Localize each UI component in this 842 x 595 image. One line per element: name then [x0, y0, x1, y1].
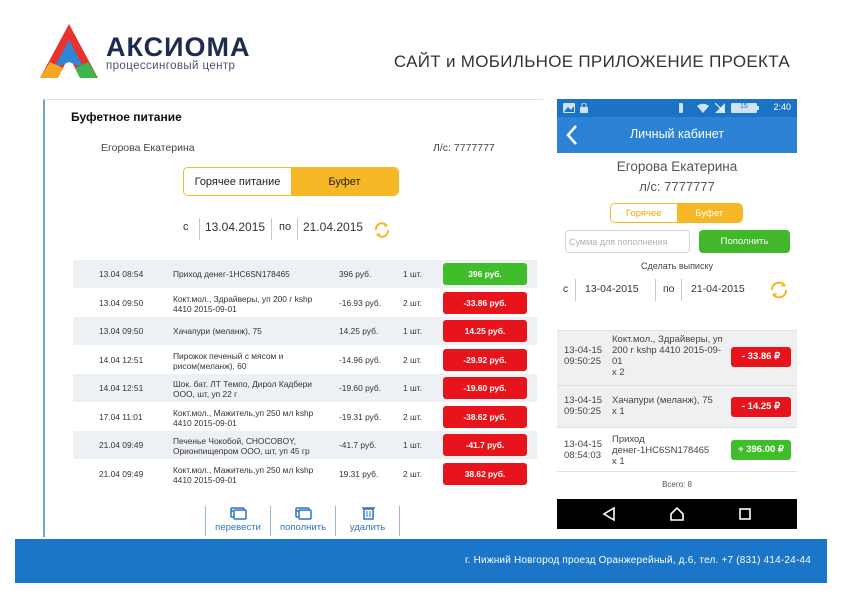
status-bar [557, 99, 797, 117]
home-icon[interactable] [669, 506, 685, 522]
item-amount-badge: - 14.25 ₽ [731, 397, 791, 417]
table-row[interactable] [73, 403, 537, 432]
row-price: -19.60 руб. [339, 383, 382, 393]
table-row[interactable] [73, 289, 537, 318]
make-statement-link[interactable]: Сделать выписку [640, 261, 714, 271]
row-price: -16.93 руб. [339, 297, 382, 308]
table-row[interactable] [73, 460, 537, 489]
table-actions [205, 506, 400, 536]
trash-icon [360, 506, 377, 520]
transfer-button[interactable] [205, 506, 270, 536]
date-from-label: с [563, 283, 569, 295]
date-to-input[interactable]: 21.04.2015 [303, 220, 364, 234]
item-datetime [564, 439, 602, 461]
back-icon[interactable] [601, 506, 617, 522]
vibrate-icon [677, 103, 685, 113]
row-quantity: 1 шт. [403, 269, 422, 279]
topup-icon [295, 506, 312, 520]
web-cabinet-panel [43, 99, 543, 537]
row-amount-badge: 396 руб. [443, 263, 527, 285]
row-price: -14.96 руб. [339, 354, 382, 365]
section-title: Буфетное питание [71, 110, 182, 124]
row-amount-badge: -38.62 руб. [443, 406, 527, 428]
item-amount-badge: + 396.00 ₽ [731, 440, 791, 460]
app-bar [557, 117, 797, 153]
transactions-table [73, 260, 537, 488]
meal-type-toggle [610, 203, 743, 223]
row-quantity: 2 шт. [403, 297, 422, 308]
item-time: 09:50:25 [564, 356, 601, 367]
item-date: 13-04-15 [564, 395, 603, 406]
date-from-input[interactable]: 13-04-2015 [585, 283, 639, 295]
row-description: Кокт.мол., Мажитель,уп 250 мл kshp 4410 2015-09-01 [173, 407, 314, 428]
row-description: Пирожок печеный с мясом и рисом(меланж), 60 [173, 350, 284, 371]
transfer-label: перевести [215, 522, 261, 533]
no-signal-icon [715, 103, 725, 113]
list-item[interactable] [557, 331, 797, 386]
table-row[interactable] [73, 260, 537, 289]
date-range [561, 279, 793, 301]
account-number: Л/с: 7777777 [433, 142, 495, 154]
lock-notification-icon [579, 103, 589, 113]
topup-button[interactable]: Пополнить [699, 230, 790, 253]
row-price: -19.31 руб. [339, 411, 382, 422]
transfer-icon [230, 506, 247, 520]
row-amount-badge: -29.92 руб. [443, 349, 527, 371]
item-quantity: x 2 [612, 367, 625, 378]
item-datetime [564, 345, 602, 367]
brand-subtitle: процессинговый центр [106, 60, 236, 72]
tab-hot-meals[interactable]: Горячее питание [184, 168, 291, 195]
topup-amount-input[interactable]: Сумма для пополнения [565, 230, 690, 253]
row-date: 21.04 09:49 [99, 440, 144, 450]
divider [681, 279, 682, 301]
item-time: 09:50:25 [564, 406, 601, 417]
divider [575, 279, 576, 301]
table-row[interactable] [73, 374, 537, 403]
row-quantity: 1 шт. [403, 326, 422, 336]
topup-label: пополнить [279, 522, 327, 533]
date-from-label: с [183, 221, 189, 233]
row-date: 13.04 08:54 [99, 269, 144, 279]
android-nav-bar [557, 499, 797, 529]
wifi-icon [697, 103, 709, 113]
item-details [612, 395, 724, 417]
topup-button[interactable] [270, 506, 335, 536]
app-bar-title: Личный кабинет [629, 127, 725, 141]
row-description: Кокт.мол., Мажитель,уп 250 мл kshp 4410 2015-09-01 [173, 464, 314, 485]
row-description: Приход денег-1НС6SN178465 [173, 269, 290, 279]
row-quantity: 1 шт. [403, 440, 422, 450]
item-date: 13-04-15 [564, 439, 603, 450]
item-details [612, 334, 724, 378]
divider [271, 218, 272, 240]
item-description: Кокт.мол., Здрайверы, уп 200 г kshp 4410 2015-09-01 [612, 334, 723, 367]
item-time: 08:54:03 [564, 450, 601, 461]
meal-type-toggle [183, 167, 399, 196]
row-date: 17.04 11:01 [99, 411, 143, 422]
row-quantity: 2 шт. [403, 354, 422, 365]
row-description: Хачапури (меланж), 75 [173, 326, 262, 336]
row-price: 396 руб. [339, 269, 372, 279]
axioma-logo-mark-icon [38, 22, 100, 80]
tab-hot[interactable]: Горячее [611, 204, 677, 222]
date-to-input[interactable]: 21-04-2015 [691, 283, 745, 295]
table-row[interactable] [73, 317, 537, 346]
transactions-list [557, 311, 797, 472]
row-description: Шок. бат. ЛТ Темпо, Дирол Кадбери ООО, шт, уп 22 г [173, 379, 312, 399]
mobile-app-screen [557, 99, 797, 529]
refresh-icon[interactable] [373, 221, 391, 239]
table-row[interactable] [73, 346, 537, 375]
row-price: -41.7 руб. [339, 440, 377, 450]
list-spacer [557, 311, 797, 331]
footer-bar [15, 539, 827, 583]
row-description: Печенье Чокобой, CHOCOBOY, Орионпищепром ООО, шт, уп 45 гр [173, 436, 310, 456]
row-date: 14.04 12:51 [99, 383, 144, 393]
item-description: Приход денег-1НС6SN178465 [612, 434, 710, 456]
status-time: 2:40 [773, 102, 791, 112]
row-price: 19.31 руб. [339, 468, 379, 479]
row-amount-badge: -41.7 руб. [443, 434, 527, 456]
row-quantity: 2 шт. [403, 411, 422, 422]
item-amount-badge: - 33.86 ₽ [731, 347, 791, 367]
total-count: Всего: 8 [662, 480, 692, 489]
image-notification-icon [563, 103, 575, 113]
user-name: Егорова Екатерина [101, 142, 195, 154]
divider [199, 218, 200, 240]
row-date: 14.04 12:51 [99, 354, 144, 365]
axioma-logo [38, 22, 251, 80]
tab-buffet[interactable]: Буфет [291, 168, 398, 195]
row-date: 13.04 09:50 [99, 326, 144, 336]
row-amount-badge: 38.62 руб. [443, 463, 527, 485]
row-description: Кокт.мол., Здрайверы, уп 200 г kshp 4410 2015-09-01 [173, 293, 313, 314]
item-datetime [564, 395, 602, 417]
row-amount-badge: 14.25 руб. [443, 320, 527, 342]
list-item[interactable] [557, 428, 797, 472]
footer-contacts: г. Нижний Новгород проезд Оранжерейный, д.6, тел. +7 (831) 414-24-44 [465, 555, 811, 566]
delete-button[interactable] [335, 506, 400, 536]
row-date: 13.04 09:50 [99, 297, 144, 308]
item-details [612, 434, 724, 467]
row-quantity: 2 шт. [403, 468, 422, 479]
item-quantity: x 1 [612, 406, 625, 417]
divider [655, 279, 656, 301]
account-number: л/с: 7777777 [639, 179, 715, 194]
row-price: 14.25 руб. [339, 326, 379, 336]
date-from-input[interactable]: 13.04.2015 [205, 220, 266, 234]
item-quantity: x 1 [612, 456, 625, 467]
date-to-label: по [663, 283, 675, 295]
row-amount-badge: -19.60 руб. [443, 377, 527, 399]
list-item[interactable] [557, 386, 797, 428]
item-date: 13-04-15 [564, 345, 603, 356]
delete-label: удалить [349, 522, 386, 533]
table-row[interactable] [73, 431, 537, 460]
divider [297, 218, 298, 240]
page-title: САЙТ и МОБИЛЬНОЕ ПРИЛОЖЕНИЕ ПРОЕКТА [393, 52, 790, 71]
row-amount-badge: -33.86 руб. [443, 292, 527, 314]
refresh-icon[interactable] [769, 280, 789, 300]
item-description: Хачапури (меланж), 75 [612, 395, 713, 406]
date-to-label: по [279, 221, 292, 233]
recents-icon[interactable] [737, 506, 753, 522]
user-name: Егорова Екатерина [616, 159, 738, 174]
brand-name: АКСИОМА [106, 32, 251, 62]
row-quantity: 1 шт. [403, 383, 422, 393]
row-date: 21.04 09:49 [99, 468, 144, 479]
battery-level: 15 [740, 103, 748, 110]
tab-buffet[interactable]: Буфет [677, 204, 743, 222]
